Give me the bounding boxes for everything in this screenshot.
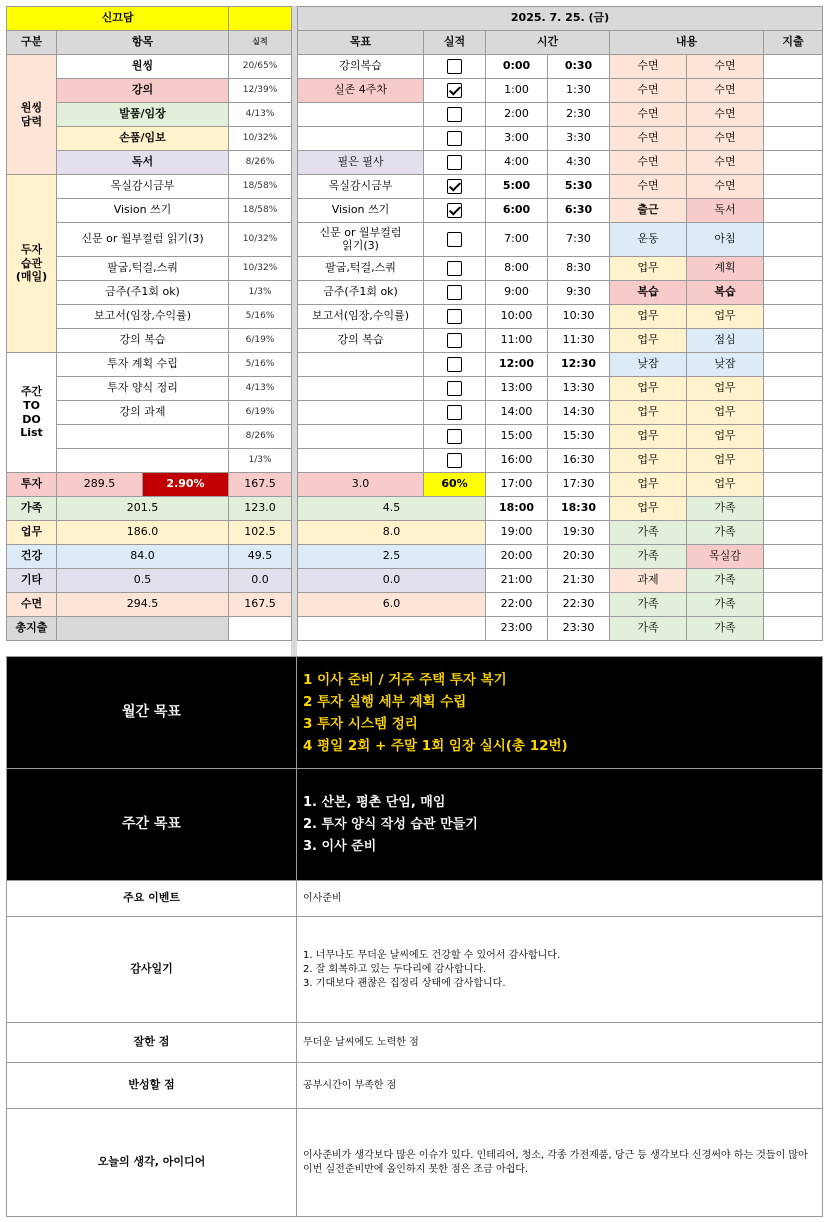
item-rate: 20/65% [229,55,292,79]
left-tracker-table [6,6,292,641]
schedule-content[interactable]: 수면 [610,79,687,103]
expense-cell[interactable] [764,103,823,127]
schedule-content[interactable]: 수면 [610,127,687,151]
schedule-content[interactable]: 가족 [687,569,764,593]
time-slot: 8:00 [486,257,548,281]
goal-cell[interactable]: 강의복습 [298,55,424,79]
item-label: 강의 과제 [57,401,229,425]
schedule-content[interactable]: 아침 [687,223,764,257]
summary-value-month: 0.0 [229,569,292,593]
time-slot: 8:30 [548,257,610,281]
checkbox[interactable] [447,203,462,218]
schedule-content[interactable]: 업무 [687,425,764,449]
schedule-content[interactable]: 가족 [610,593,687,617]
time-slot: 19:30 [548,521,610,545]
expense-cell[interactable] [764,257,823,281]
summary-value-total: 0.5 [57,569,229,593]
header-time: 시간 [486,31,610,55]
item-label: 강의 복습 [57,329,229,353]
schedule-content[interactable]: 점심 [687,329,764,353]
gratitude-label: 감사일기 [7,917,297,1023]
summary-category: 투자 [7,473,57,497]
goal-cell[interactable]: Vision 쓰기 [298,199,424,223]
check-cell [424,199,486,223]
item-rate: 5/16% [229,305,292,329]
checkbox[interactable] [447,429,462,444]
time-slot: 12:00 [486,353,548,377]
time-slot: 6:00 [486,199,548,223]
item-rate: 4/13% [229,103,292,127]
schedule-content[interactable]: 업무 [610,305,687,329]
header-expense: 지출 [764,31,823,55]
monthly-goal-item: 1 이사 준비 / 거주 주택 투자 복기 [303,671,507,688]
check-cell [424,127,486,151]
expense-cell[interactable] [764,79,823,103]
schedule-content[interactable]: 업무 [687,473,764,497]
schedule-content[interactable]: 가족 [687,593,764,617]
time-slot: 9:00 [486,281,548,305]
schedule-content[interactable]: 가족 [687,497,764,521]
expense-cell[interactable] [764,223,823,257]
time-slot: 22:00 [486,593,548,617]
summary-rate: 60% [424,473,486,497]
ideas-label: 오늘의 생각, 아이디어 [7,1109,297,1217]
check-cell [424,257,486,281]
schedule-content[interactable]: 업무 [687,449,764,473]
item-label: 팔굽,턱걸,스쿼 [57,257,229,281]
schedule-content[interactable]: 업무 [610,401,687,425]
time-slot: 13:00 [486,377,548,401]
summary-goal: 8.0 [298,521,486,545]
checkbox[interactable] [447,261,462,276]
summary-goal: 4.5 [298,497,486,521]
schedule-content[interactable]: 출근 [610,199,687,223]
checkbox[interactable] [447,453,462,468]
item-rate: 4/13% [229,377,292,401]
time-slot: 4:00 [486,151,548,175]
schedule-content[interactable]: 수면 [610,103,687,127]
goal-cell[interactable]: 목실감시금부 [298,175,424,199]
goal-cell[interactable] [298,401,424,425]
time-slot: 17:30 [548,473,610,497]
checkbox[interactable] [447,107,462,122]
time-slot: 21:00 [486,569,548,593]
header-category: 구분 [7,31,57,55]
summary-value-total: 201.5 [57,497,229,521]
time-slot: 19:00 [486,521,548,545]
item-rate: 1/3% [229,449,292,473]
summary-category: 기타 [7,569,57,593]
summary-goal: 6.0 [298,593,486,617]
summary-value-total: 84.0 [57,545,229,569]
schedule-content[interactable]: 수면 [687,103,764,127]
left-title: 신끄담 [7,7,229,31]
goal-cell[interactable] [298,425,424,449]
events-text[interactable]: 이사준비 [297,881,823,917]
expense-cell[interactable] [764,281,823,305]
summary-category: 수면 [7,593,57,617]
schedule-content[interactable]: 가족 [610,545,687,569]
expense-cell[interactable] [764,353,823,377]
item-rate: 8/26% [229,151,292,175]
expense-cell[interactable] [764,593,823,617]
time-slot: 3:30 [548,127,610,151]
summary-category: 가족 [7,497,57,521]
item-rate: 18/58% [229,199,292,223]
time-slot: 0:00 [486,55,548,79]
good-label: 잘한 점 [7,1023,297,1063]
check-cell [424,425,486,449]
goal-cell[interactable] [298,127,424,151]
item-label: 보고서(임장,수익률) [57,305,229,329]
time-slot: 10:30 [548,305,610,329]
schedule-content[interactable]: 업무 [610,329,687,353]
expense-cell[interactable] [764,449,823,473]
schedule-content[interactable]: 가족 [610,521,687,545]
gratitude-item: 2. 잘 회복하고 있는 두다리에 감사합니다. [303,963,487,975]
schedule-content[interactable]: 계획 [687,257,764,281]
summary-value-month: 123.0 [229,497,292,521]
group-label-g1: 원씽 담력 [7,55,57,175]
weekly-goal-label: 주간 목표 [7,769,297,881]
schedule-content[interactable]: 수면 [687,127,764,151]
schedule-content[interactable]: 업무 [610,377,687,401]
goal-cell[interactable]: 강의 복습 [298,329,424,353]
group-label-g3: 주간 TO DO List [7,353,57,473]
schedule-content[interactable]: 수면 [687,55,764,79]
check-cell [424,377,486,401]
item-label: 금주(주1회 ok) [57,281,229,305]
gratitude-item: 3. 기대보다 괜찮은 집정리 상태에 감사합니다. [303,977,506,989]
time-slot: 1:30 [548,79,610,103]
summary-value-month: 167.5 [229,593,292,617]
summary-goal: 3.0 [298,473,424,497]
checkbox[interactable] [447,232,462,247]
item-rate: 10/32% [229,257,292,281]
monthly-goal-item: 4 평일 2회 + 주말 1회 임장 실시(총 12번) [303,737,568,754]
summary-value-month: 49.5 [229,545,292,569]
summary-category: 업무 [7,521,57,545]
goal-cell[interactable] [298,353,424,377]
expense-cell[interactable] [764,305,823,329]
time-slot: 9:30 [548,281,610,305]
item-label: Vision 쓰기 [57,199,229,223]
header-item: 항목 [57,31,229,55]
schedule-content[interactable]: 업무 [687,401,764,425]
schedule-content[interactable]: 업무 [687,377,764,401]
time-slot: 14:00 [486,401,548,425]
right-schedule-table [297,6,823,641]
expense-cell[interactable] [764,617,823,641]
expense-cell[interactable] [764,127,823,151]
checkbox[interactable] [447,131,462,146]
expense-cell[interactable] [764,377,823,401]
schedule-content[interactable]: 독서 [687,199,764,223]
schedule-content[interactable]: 목실감 [687,545,764,569]
time-slot: 23:30 [548,617,610,641]
schedule-content[interactable]: 업무 [610,257,687,281]
reflect-text[interactable]: 공부시간이 부족한 점 [297,1063,823,1109]
expense-cell[interactable] [764,497,823,521]
schedule-content[interactable]: 낮잠 [687,353,764,377]
check-cell [424,449,486,473]
item-label: 강의 [57,79,229,103]
expense-cell[interactable] [764,473,823,497]
time-slot: 22:30 [548,593,610,617]
expense-cell[interactable] [764,175,823,199]
schedule-content[interactable]: 수면 [610,151,687,175]
schedule-content[interactable]: 업무 [610,497,687,521]
time-slot: 18:00 [486,497,548,521]
time-slot: 15:00 [486,425,548,449]
weekly-goal-item: 2. 투자 양식 작성 습관 만들기 [303,816,478,832]
time-slot: 2:30 [548,103,610,127]
item-rate: 12/39% [229,79,292,103]
checkbox[interactable] [447,83,462,98]
time-slot: 7:00 [486,223,548,257]
header-actual: 실적 [424,31,486,55]
schedule-content[interactable]: 복습 [610,281,687,305]
schedule-content[interactable]: 수면 [687,151,764,175]
good-text[interactable]: 무더운 날씨에도 노력한 점 [297,1023,823,1063]
item-label [57,425,229,449]
item-label: 신문 or 월부컬럼 읽기(3) [57,223,229,257]
time-slot: 3:00 [486,127,548,151]
checkbox[interactable] [447,179,462,194]
goal-cell[interactable]: 보고서(임장,수익률) [298,305,424,329]
goal-cell[interactable] [298,103,424,127]
time-slot: 21:30 [548,569,610,593]
item-label: 손품/임보 [57,127,229,151]
time-slot: 2:00 [486,103,548,127]
time-slot: 11:30 [548,329,610,353]
schedule-content[interactable]: 수면 [610,55,687,79]
time-slot: 5:00 [486,175,548,199]
expense-cell[interactable] [764,521,823,545]
checkbox[interactable] [447,155,462,170]
date-title: 2025. 7. 25. (금) [298,7,823,31]
summary-value-total [57,617,229,641]
time-slot: 0:30 [548,55,610,79]
expense-cell[interactable] [764,569,823,593]
check-cell [424,79,486,103]
check-cell [424,353,486,377]
time-slot: 16:00 [486,449,548,473]
expense-cell[interactable] [764,425,823,449]
check-cell [424,223,486,257]
weekly-goal-list [297,769,823,881]
check-cell [424,305,486,329]
schedule-content[interactable]: 가족 [687,521,764,545]
expense-cell[interactable] [764,151,823,175]
item-rate: 6/19% [229,401,292,425]
gratitude-item: 1. 너무나도 무더운 날씨에도 건강할 수 있어서 감사합니다. [303,949,561,961]
time-slot: 4:30 [548,151,610,175]
monthly-goal-item: 3 투자 시스템 정리 [303,715,418,732]
time-slot: 15:30 [548,425,610,449]
time-slot: 23:00 [486,617,548,641]
check-cell [424,151,486,175]
monthly-goal-label: 월간 목표 [7,657,297,769]
summary-goal [298,617,486,641]
summary-value-total: 289.5 [57,473,143,497]
checkbox[interactable] [447,285,462,300]
time-slot: 13:30 [548,377,610,401]
time-slot: 18:30 [548,497,610,521]
header-actual-small: 실적 [229,31,292,55]
time-slot: 20:00 [486,545,548,569]
time-slot: 5:30 [548,175,610,199]
summary-value-total: 294.5 [57,593,229,617]
expense-cell[interactable] [764,199,823,223]
left-title-pad [229,7,292,31]
expense-cell[interactable] [764,545,823,569]
schedule-content[interactable]: 수면 [687,175,764,199]
journal-table [6,656,823,1217]
time-slot: 7:30 [548,223,610,257]
schedule-content[interactable]: 과제 [610,569,687,593]
gratitude-list[interactable] [297,917,823,1023]
group-label-g2: 두자 습관 (매일) [7,175,57,353]
check-cell [424,103,486,127]
schedule-content[interactable]: 업무 [610,473,687,497]
schedule-content[interactable]: 업무 [610,449,687,473]
header-content: 내용 [610,31,764,55]
monthly-goal-item: 2 투자 실행 세부 계획 수립 [303,693,467,710]
item-rate: 10/32% [229,127,292,151]
item-label: 목실감시금부 [57,175,229,199]
item-label [57,449,229,473]
time-slot: 10:00 [486,305,548,329]
checkbox[interactable] [447,309,462,324]
schedule-content[interactable]: 낮잠 [610,353,687,377]
checkbox[interactable] [447,357,462,372]
item-label: 투자 계획 수립 [57,353,229,377]
check-cell [424,175,486,199]
goal-cell[interactable]: 금주(주1회 ok) [298,281,424,305]
item-rate: 6/19% [229,329,292,353]
item-label: 발품/임장 [57,103,229,127]
goal-cell[interactable] [298,377,424,401]
time-slot: 16:30 [548,449,610,473]
goal-cell[interactable] [298,449,424,473]
expense-cell[interactable] [764,401,823,425]
time-slot: 14:30 [548,401,610,425]
checkbox[interactable] [447,381,462,396]
time-slot: 17:00 [486,473,548,497]
header-goal: 목표 [298,31,424,55]
expense-cell[interactable] [764,329,823,353]
schedule-content[interactable]: 수면 [610,175,687,199]
summary-goal: 2.5 [298,545,486,569]
summary-goal: 0.0 [298,569,486,593]
checkbox[interactable] [447,333,462,348]
item-rate: 8/26% [229,425,292,449]
ideas-text[interactable]: 이사준비가 생각보다 많은 이슈가 있다. 인테리어, 청소, 각종 가전제품, 당근 등 생각보다 신경써야 하는 것들이 많아 이번 실전준비반에 올인하지 못한 점은 조금 아쉽다. [297,1109,823,1217]
summary-value-month: 167.5 [229,473,292,497]
summary-category: 총지출 [7,617,57,641]
check-cell [424,329,486,353]
weekly-goal-item: 1. 산본, 평촌 단임, 매임 [303,794,446,810]
time-slot: 12:30 [548,353,610,377]
schedule-content[interactable]: 수면 [687,79,764,103]
item-rate: 18/58% [229,175,292,199]
item-rate: 1/3% [229,281,292,305]
schedule-content[interactable]: 업무 [610,425,687,449]
summary-category: 건강 [7,545,57,569]
time-slot: 20:30 [548,545,610,569]
goal-cell[interactable]: 실존 4주차 [298,79,424,103]
reflect-label: 반성할 점 [7,1063,297,1109]
summary-value-total: 186.0 [57,521,229,545]
summary-percent: 2.90% [143,473,229,497]
goal-cell[interactable]: 팔굽,턱걸,스쿼 [298,257,424,281]
time-slot: 6:30 [548,199,610,223]
checkbox[interactable] [447,405,462,420]
item-label: 투자 양식 정리 [57,377,229,401]
schedule-content[interactable]: 가족 [610,617,687,641]
time-slot: 1:00 [486,79,548,103]
schedule-content[interactable]: 운동 [610,223,687,257]
checkbox[interactable] [447,59,462,74]
item-label: 독서 [57,151,229,175]
schedule-content[interactable]: 업무 [687,305,764,329]
item-label: 원씽 [57,55,229,79]
summary-value-month: 102.5 [229,521,292,545]
check-cell [424,55,486,79]
item-rate: 10/32% [229,223,292,257]
goal-cell[interactable]: 필은 필사 [298,151,424,175]
events-label: 주요 이벤트 [7,881,297,917]
check-cell [424,281,486,305]
schedule-content[interactable]: 가족 [687,617,764,641]
time-slot: 11:00 [486,329,548,353]
expense-cell[interactable] [764,55,823,79]
summary-value-month [229,617,292,641]
weekly-goal-item: 3. 이사 준비 [303,838,377,854]
schedule-content[interactable]: 복습 [687,281,764,305]
check-cell [424,401,486,425]
monthly-goal-list [297,657,823,769]
item-rate: 5/16% [229,353,292,377]
goal-cell[interactable]: 신문 or 월부컬럼 읽기(3) [298,223,424,257]
